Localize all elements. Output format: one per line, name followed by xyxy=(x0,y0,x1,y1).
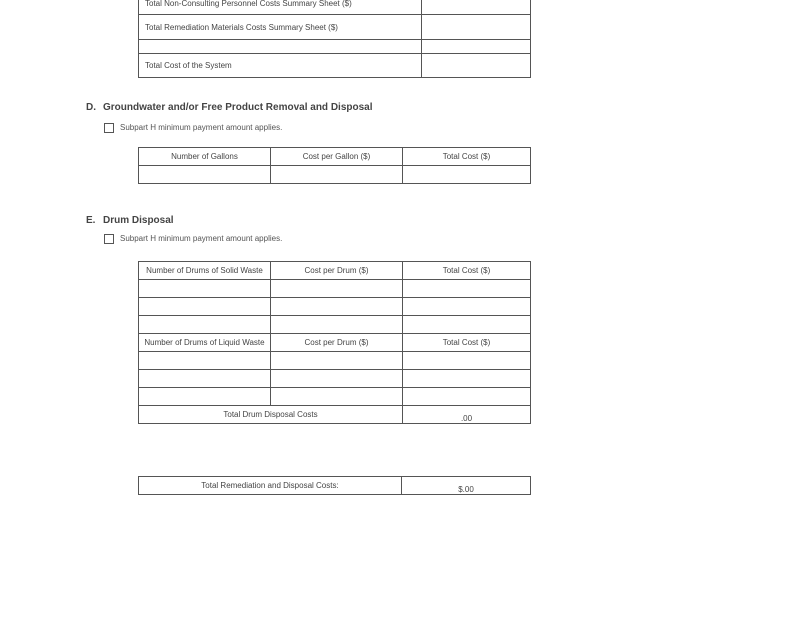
table-cell[interactable] xyxy=(403,352,531,370)
column-header: Total Cost ($) xyxy=(403,334,531,352)
table-cell[interactable] xyxy=(422,0,531,15)
subpart-h-checkbox[interactable] xyxy=(104,234,114,244)
table-cell[interactable] xyxy=(422,54,531,78)
section-e-letter: E. xyxy=(86,215,96,226)
grand-total-table xyxy=(138,476,531,495)
section-d-title: Groundwater and/or Free Product Removal and Disposal xyxy=(103,102,373,113)
table-cell[interactable] xyxy=(403,388,531,406)
column-header: Cost per Drum ($) xyxy=(271,262,403,280)
table-cell[interactable] xyxy=(271,316,403,334)
table-cell[interactable] xyxy=(139,280,271,298)
section-d-heading xyxy=(86,102,373,113)
table-cell[interactable] xyxy=(139,388,271,406)
table-cell[interactable] xyxy=(139,298,271,316)
section-c-table xyxy=(138,0,531,78)
groundwater-table xyxy=(138,147,531,184)
table-cell[interactable] xyxy=(271,280,403,298)
subpart-h-checkbox[interactable] xyxy=(104,123,114,133)
column-header: Total Cost ($) xyxy=(403,262,531,280)
grand-total-value[interactable] xyxy=(402,477,531,495)
checkbox-label: Subpart H minimum payment amount applies. xyxy=(120,123,283,133)
grand-total-amount: $.00 xyxy=(458,485,474,494)
column-header: Cost per Drum ($) xyxy=(271,334,403,352)
section-e-title: Drum Disposal xyxy=(103,215,174,226)
section-e-checkbox-row xyxy=(104,234,282,244)
drum-total-value[interactable] xyxy=(403,406,531,424)
table-cell[interactable] xyxy=(403,370,531,388)
column-header: Number of Drums of Liquid Waste xyxy=(139,334,271,352)
drum-total-label: Total Drum Disposal Costs xyxy=(139,406,403,424)
table-cell[interactable] xyxy=(422,15,531,40)
table-cell[interactable] xyxy=(422,40,531,54)
table-cell xyxy=(139,40,422,54)
section-e-heading xyxy=(86,215,174,226)
drum-total-amount: .00 xyxy=(460,414,473,423)
grand-total-label: Total Remediation and Disposal Costs: xyxy=(139,477,402,495)
table-cell[interactable] xyxy=(403,316,531,334)
checkbox-label: Subpart H minimum payment amount applies. xyxy=(120,234,283,244)
section-d-letter: D. xyxy=(86,102,96,113)
section-d-checkbox-row xyxy=(104,123,282,133)
table-cell: Total Non-Consulting Personnel Costs Summary Sheet ($) xyxy=(139,0,422,15)
table-cell[interactable] xyxy=(271,370,403,388)
column-header: Cost per Gallon ($) xyxy=(271,148,403,166)
table-cell[interactable] xyxy=(139,166,271,184)
table-cell[interactable] xyxy=(403,298,531,316)
table-cell[interactable] xyxy=(139,370,271,388)
table-cell[interactable] xyxy=(139,316,271,334)
table-cell[interactable] xyxy=(271,352,403,370)
column-header: Number of Gallons xyxy=(139,148,271,166)
column-header: Total Cost ($) xyxy=(403,148,531,166)
table-cell[interactable] xyxy=(271,298,403,316)
table-cell[interactable] xyxy=(139,352,271,370)
column-header: Number of Drums of Solid Waste xyxy=(139,262,271,280)
table-cell[interactable] xyxy=(403,280,531,298)
drum-disposal-table xyxy=(138,261,531,424)
table-cell: Total Remediation Materials Costs Summary Sheet ($) xyxy=(139,15,422,40)
table-cell[interactable] xyxy=(403,166,531,184)
table-cell: Total Cost of the System xyxy=(139,54,422,78)
table-cell[interactable] xyxy=(271,388,403,406)
table-cell[interactable] xyxy=(271,166,403,184)
